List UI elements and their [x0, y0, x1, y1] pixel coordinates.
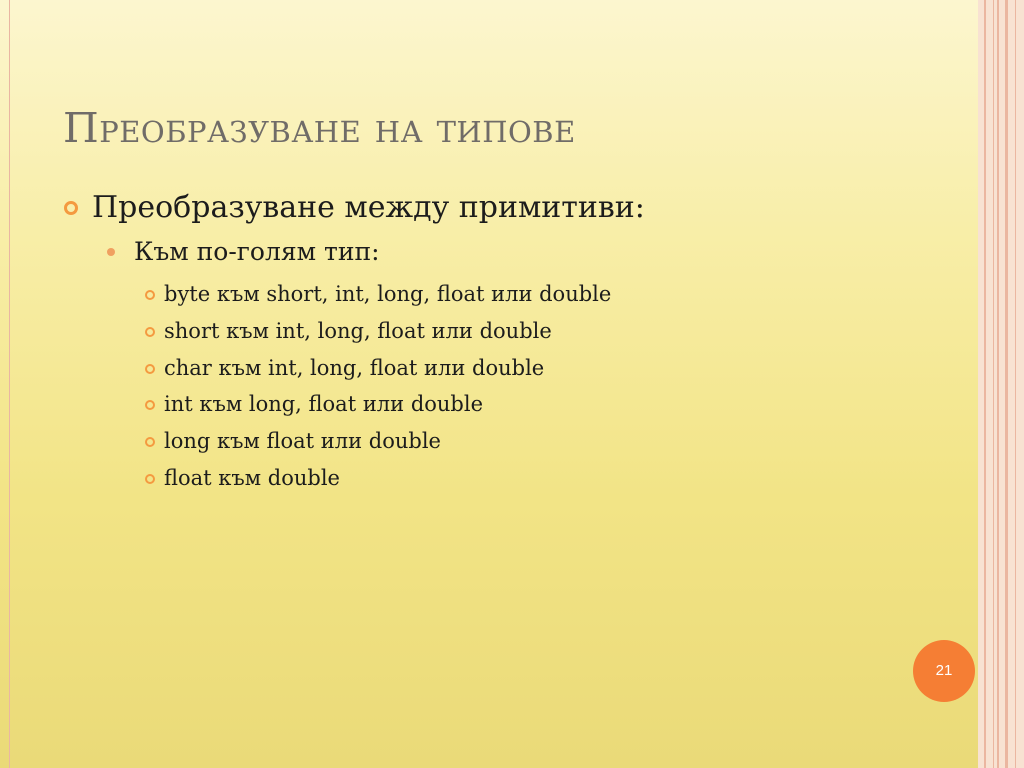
frame-stripe: [997, 0, 999, 768]
bullet-level1: [64, 186, 944, 230]
page-number-badge: 21: [913, 640, 975, 702]
ring-bullet-icon: [145, 474, 155, 484]
list-item: [145, 423, 944, 460]
frame-stripe: [1005, 0, 1008, 768]
list-item: [145, 276, 944, 313]
ring-bullet-icon: [145, 400, 155, 410]
slide-title: Преобразуване на типове: [63, 104, 576, 152]
slide-content: [64, 186, 944, 497]
list-item-text: byte към short, int, long, float или double: [164, 282, 612, 306]
conversion-list: [145, 276, 944, 497]
frame-stripe: [993, 0, 994, 768]
list-item-text: int към long, float или double: [164, 392, 484, 417]
ring-bullet-icon: [145, 364, 155, 374]
frame-stripe: [984, 0, 986, 768]
dot-bullet-icon: [107, 248, 115, 256]
bullet-level2: [107, 232, 944, 272]
bullet-level1-text: Преобразуване между примитиви:: [92, 190, 645, 225]
ring-bullet-icon: [145, 437, 155, 447]
bullet-level2-text: Към по-голям тип:: [134, 237, 380, 266]
list-item-text: float към double: [164, 465, 340, 490]
list-item: [145, 386, 944, 423]
ring-bullet-icon: [64, 201, 78, 215]
ring-bullet-icon: [145, 327, 155, 337]
frame-stripe: [1015, 0, 1016, 768]
list-item-text: char към int, long, float или double: [164, 355, 545, 380]
list-item-text: short към int, long, float или double: [164, 318, 552, 343]
frame-left-line: [9, 0, 10, 768]
list-item: [145, 350, 944, 387]
list-item-text: long към float или double: [164, 429, 441, 454]
list-item: [145, 460, 944, 497]
ring-bullet-icon: [145, 290, 155, 300]
list-item: [145, 313, 944, 350]
